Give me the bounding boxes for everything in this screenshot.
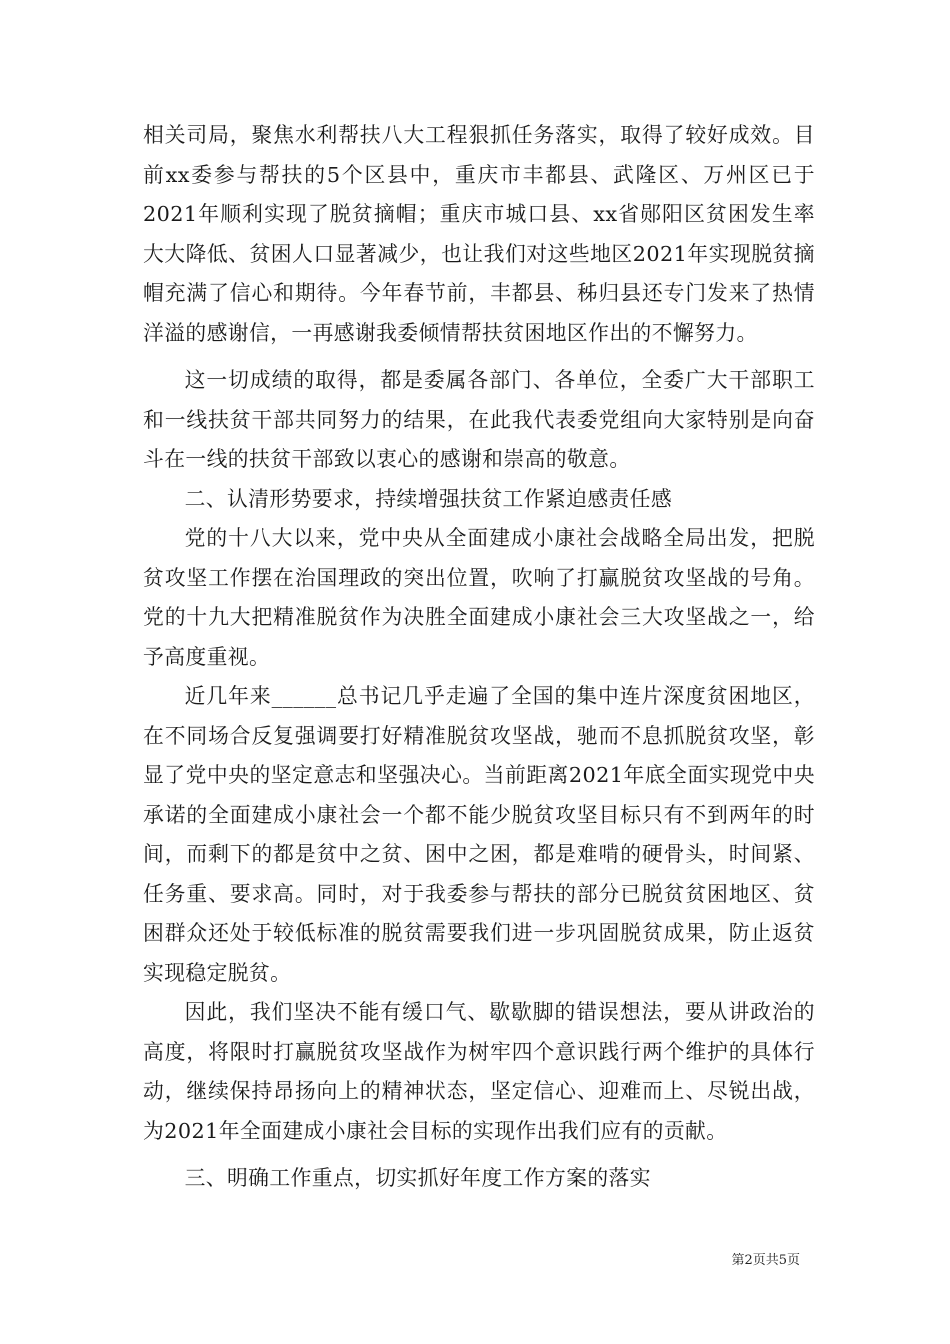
section-heading-three: 三、明确工作重点，切实抓好年度工作方案的落实 [184,1166,651,1190]
paragraph-thanks: 这一切成绩的取得，都是委属各部门、各单位，全委广大干部职工和一线扶贫干部共同努力的结果，在此我代表委党组向大家特别是向奋斗在一线的扶贫干部致以衷心的感谢和崇高的敬意。 [143,368,815,471]
document-body [143,116,815,1199]
paragraph-achievements: 相关司局，聚焦水利帮扶八大工程狠抓任务落实，取得了较好成效。目前xx委参与帮扶的5个区县中，重庆市丰都县、武隆区、万州区已于2021年顺利实现了脱贫摘帽；重庆市城口县、xx省郧阳区贫困发生率大大降低、贫困人口显著减少，也让我们对这些地区2021年实现脱贫摘帽充满了信心和期待。今年春节前，丰都县、秭归县还专门发来了热情洋溢的感谢信，一再感谢我委倾情帮扶贫困地区作出的不懈努力。 [143,123,815,345]
paragraph-recent-years: 近几年来______总书记几乎走遍了全国的集中连片深度贫困地区，在不同场合反复强调要打好精准脱贫攻坚战，驰而不息抓脱贫攻坚，彰显了党中央的坚定意志和坚强决心。当前距离2021年底全面实现党中央承诺的全面建成小康社会一个都不能少脱贫攻坚目标只有不到两年的时间，而剩下的都是贫中之贫、困中之困，都是难啃的硬骨头，时间紧、任务重、要求高。同时，对于我委参与帮扶的部分已脱贫贫困地区、贫困群众还处于较低标准的脱贫需要我们进一步巩固脱贫成果，防止返贫实现稳定脱贫。 [143,684,815,985]
paragraph-therefore: 因此，我们坚决不能有缓口气、歇歇脚的错误想法，要从讲政治的高度，将限时打赢脱贫攻坚战作为树牢四个意识践行两个维护的具体行动，继续保持昂扬向上的精神状态，坚定信心、迎难而上、尽锐出战，为2021年全面建成小康社会目标的实现作出我们应有的贡献。 [143,1000,815,1143]
page-number: 第2页共5页 [731,1253,800,1268]
section-heading-two: 二、认清形势要求，持续增强扶贫工作紧迫感责任感 [184,486,673,511]
paragraph-party-congress: 党的十八大以来，党中央从全面建成小康社会战略全局出发，把脱贫攻坚工作摆在治国理政的突出位置，吹响了打赢脱贫攻坚战的号角。党的十九大把精准脱贫作为决胜全面建成小康社会三大攻坚战之一，给予高度重视。 [143,526,815,669]
